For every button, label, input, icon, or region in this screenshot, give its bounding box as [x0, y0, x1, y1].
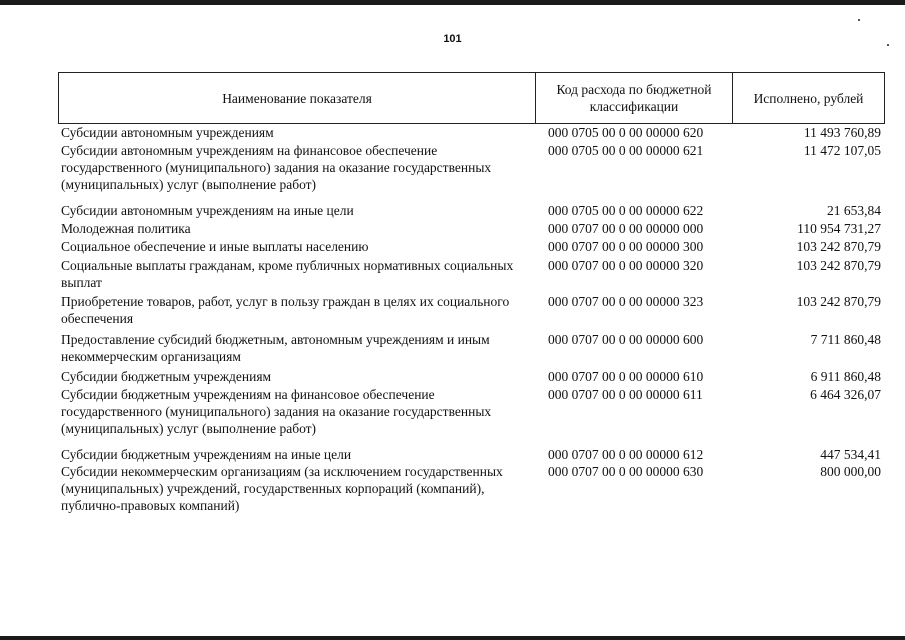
row-amount: 11 472 107,05	[803, 143, 881, 158]
row-code: 000 0707 00 0 00 00000 323	[548, 294, 704, 309]
page-number: 101	[443, 33, 462, 45]
table-row	[58, 238, 885, 257]
table-row	[58, 368, 885, 386]
row-code: 000 0707 00 0 00 00000 611	[548, 387, 703, 402]
table-row	[58, 124, 885, 142]
row-amount: 800 000,00	[820, 464, 881, 479]
row-code: 000 0707 00 0 00 00000 610	[548, 369, 704, 384]
table-row	[58, 463, 885, 519]
scan-top-border	[0, 0, 905, 5]
table-row	[58, 220, 885, 238]
row-name: Молодежная политика	[61, 221, 191, 236]
row-name: Субсидии бюджетным учреждениям	[61, 369, 272, 384]
row-code: 000 0707 00 0 00 00000 300	[548, 239, 704, 254]
table-header	[58, 72, 885, 124]
row-code: 000 0707 00 0 00 00000 612	[548, 447, 704, 462]
row-name: Субсидии автономным учреждениям	[61, 125, 274, 140]
table-row	[58, 446, 885, 463]
row-amount: 7 711 860,48	[810, 332, 881, 347]
row-code: 000 0707 00 0 00 00000 630	[548, 464, 704, 479]
table-row	[58, 257, 885, 293]
row-amount: 110 954 731,27	[797, 221, 881, 236]
table-row	[58, 142, 885, 202]
row-code: 000 0705 00 0 00 00000 621	[548, 143, 704, 158]
table-row	[58, 293, 885, 331]
row-code: 000 0707 00 0 00 00000 000	[548, 221, 704, 236]
row-code: 000 0707 00 0 00 00000 320	[548, 258, 704, 273]
row-name: Предоставление субсидий бюджетным, автономным учреждениям и иным некоммерческим организациям	[61, 332, 490, 364]
row-code: 000 0707 00 0 00 00000 600	[548, 332, 704, 347]
row-name: Социальное обеспечение и иные выплаты населению	[61, 239, 369, 254]
table-row	[58, 331, 885, 368]
row-name: Субсидии бюджетным учреждениям на финансовое обеспечение государственного (муниципального) задания на оказание государственных (муниципальных) услуг (выполнение работ)	[61, 387, 492, 436]
scan-bottom-border	[0, 636, 905, 640]
row-name: Социальные выплаты гражданам, кроме публичных нормативных социальных выплат	[61, 258, 514, 290]
row-amount: 103 242 870,79	[796, 239, 881, 254]
column-header-name: Наименование показателя	[59, 73, 536, 123]
row-name: Субсидии автономным учреждениям на иные цели	[61, 203, 354, 218]
scan-speck	[858, 19, 860, 21]
row-amount: 447 534,41	[820, 447, 881, 462]
row-amount: 103 242 870,79	[796, 258, 881, 273]
row-amount: 21 653,84	[827, 203, 881, 218]
row-code: 000 0705 00 0 00 00000 622	[548, 203, 704, 218]
row-name: Субсидии бюджетным учреждениям на иные цели	[61, 447, 352, 462]
row-amount: 6 911 860,48	[810, 369, 881, 384]
table-row	[58, 386, 885, 446]
row-amount: 103 242 870,79	[796, 294, 881, 309]
row-amount: 6 464 326,07	[810, 387, 881, 402]
row-code: 000 0705 00 0 00 00000 620	[548, 125, 704, 140]
row-amount: 11 493 760,89	[803, 125, 881, 140]
row-name: Приобретение товаров, работ, услуг в пользу граждан в целях их социального обеспечения	[61, 294, 510, 326]
row-name: Субсидии некоммерческим организациям (за исключением государственных (муниципальных) учреждений, государственных корпораций (компаний), публично-правовых компаний)	[61, 464, 503, 513]
table-body	[58, 124, 885, 519]
row-name: Субсидии автономным учреждениям на финансовое обеспечение государственного (муниципального) задания на оказание государственных (муниципальных) услуг (выполнение работ)	[61, 143, 492, 192]
table-row	[58, 202, 885, 220]
column-header-amount: Исполнено, рублей	[753, 90, 864, 106]
column-header-code: Код расхода по бюджетной классификации	[536, 73, 733, 123]
